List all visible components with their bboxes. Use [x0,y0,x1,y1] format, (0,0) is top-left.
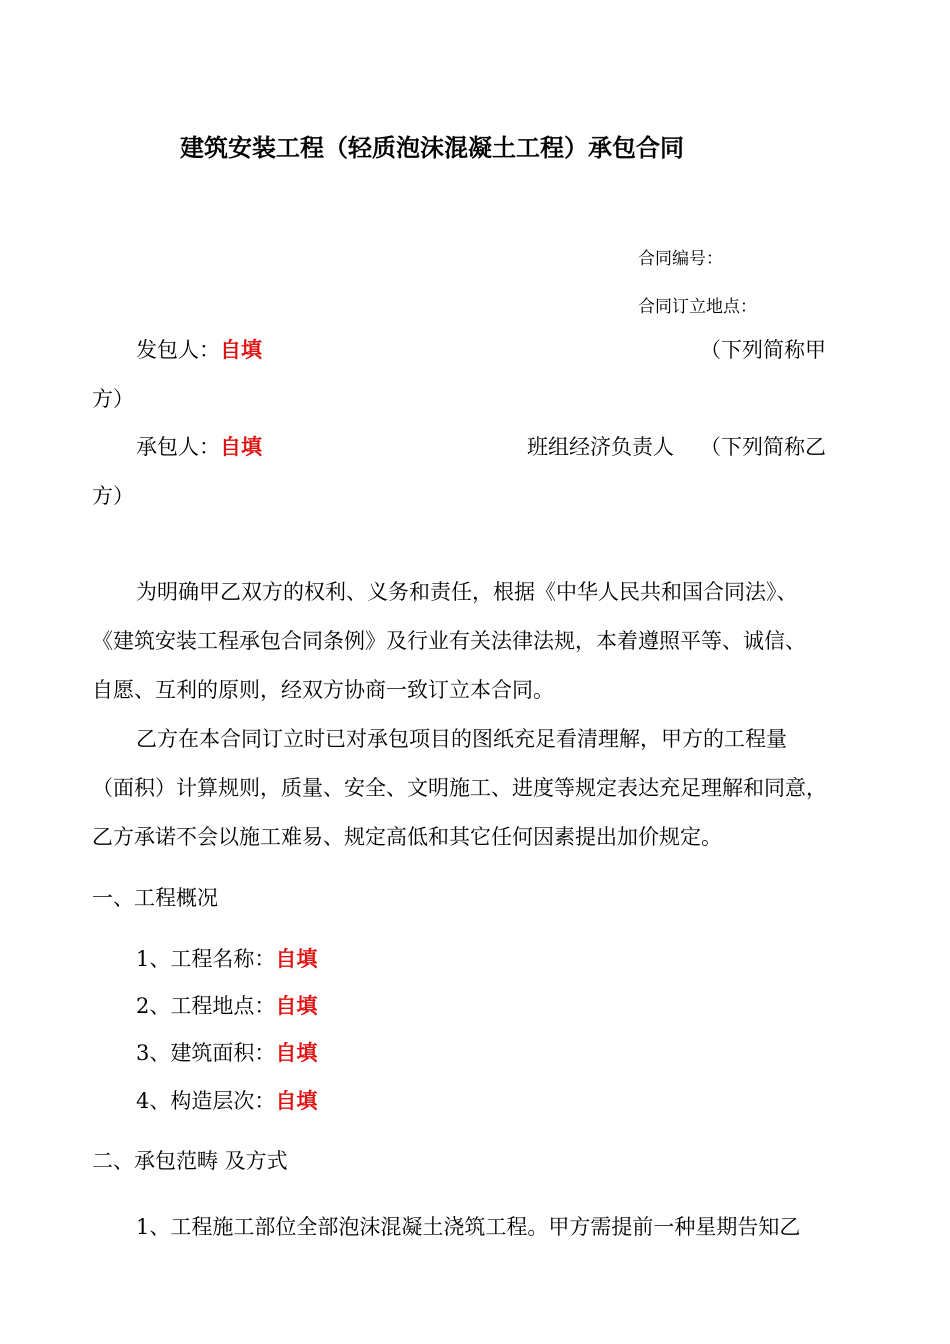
section1-item-structure [136,1087,317,1115]
party-a-suffix: （下列简称甲 [700,338,826,362]
item-label: 1、工程名称： [136,947,276,971]
intro-line-1: 为明确甲乙双方的权利、义务和责任，根据《中华人民共和国合同法》、 [136,580,798,604]
para2-line-3: 乙方承诺不会以施工难易、规定高低和其它任何因素提出加价规定。 [92,825,722,849]
document-title: 建筑安装工程（轻质泡沫混凝土工程）承包合同 [180,133,684,162]
intro-line-2: 《建筑安装工程承包合同条例》及行业有关法律法规，本着遵照平等、诚信、 [92,629,806,653]
section1-item-area [136,1039,317,1067]
party-a-label: 发包人： [136,338,220,362]
party-b-cont: 方） [92,484,134,508]
section2-heading: 二、承包范畴 及方式 [92,1149,288,1173]
party-a-row [136,336,262,364]
intro-line-3: 自愿、互利的原则，经双方协商一致订立本合同。 [92,678,554,702]
para2-line-1: 乙方在本合同订立时已对承包项目的图纸充足看清理解，甲方的工程量 [136,727,787,751]
para2-line-2: （面积）计算规则，质量、安全、文明施工、进度等规定表达充足理解和同意， [92,776,827,800]
section1-heading: 一、工程概况 [92,886,218,910]
section1-item-name [136,945,317,973]
party-b-row [136,433,262,461]
party-b-role: 班组经济负责人 [527,435,674,459]
item-value: 自填 [275,1088,318,1113]
item-value: 自填 [275,993,318,1018]
item-value: 自填 [275,1040,318,1065]
contract-number-label: 合同编号： [638,249,723,269]
party-b-label: 承包人： [136,435,220,459]
section2-item-1: 1、工程施工部位全部泡沫混凝土浇筑工程。甲方需提前一种星期告知乙 [136,1215,801,1239]
party-b-suffix: （下列简称乙 [700,435,826,459]
section1-item-location [136,992,317,1020]
item-value: 自填 [275,946,318,971]
party-a-cont: 方） [92,387,134,411]
item-label: 3、建筑面积： [136,1041,276,1065]
party-a-value: 自填 [220,337,262,362]
item-label: 2、工程地点： [136,994,276,1018]
item-label: 4、构造层次： [136,1089,276,1113]
contract-place-label: 合同订立地点： [638,297,757,317]
party-b-value: 自填 [220,434,262,459]
